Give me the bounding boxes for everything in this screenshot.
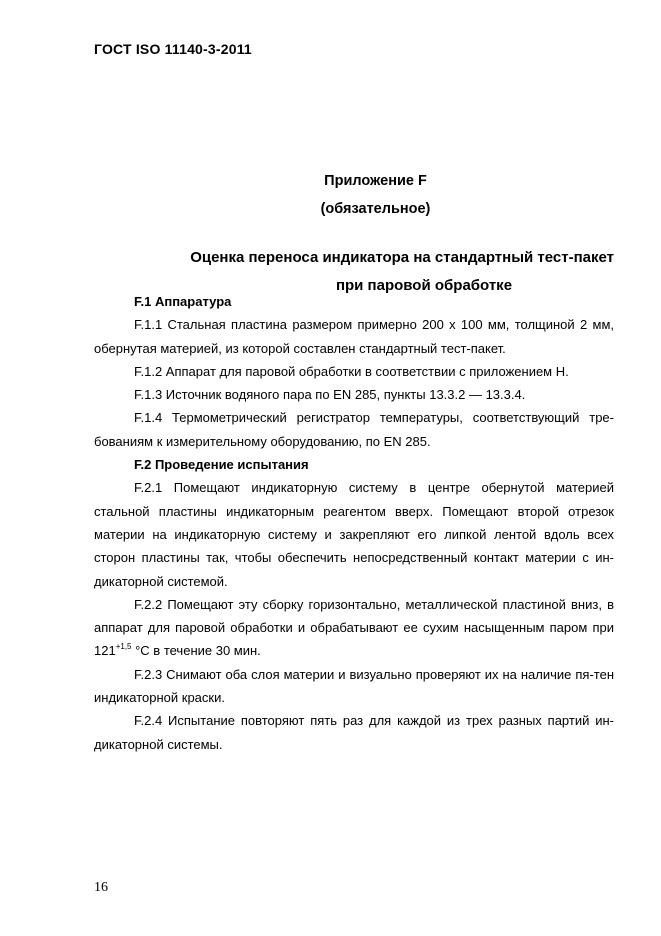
paragraph-f1-1: F.1.1 Стальная пластина размером примерно 200 х 100 мм, толщиной 2 мм, обернутая материей, из которой составлен стандартный тест-пакет. — [94, 317, 614, 356]
paragraph-f2-4: F.2.4 Испытание повторяют пять раз для каждой из трех разных партий ин-дикаторной системы. — [94, 713, 614, 752]
paragraph-f1-2: F.1.2 Аппарат для паровой обработки в соответствии с приложением Н. — [134, 363, 569, 379]
temperature-tolerance: +1,5 — [115, 642, 132, 652]
page-number: 16 — [94, 880, 108, 895]
main-title-line-1: Оценка переноса индикатора на стандартный тест-пакет — [190, 249, 614, 266]
paragraph-f2-3: F.2.3 Снимают оба слоя материи и визуально проверяют их на наличие пя-тен индикаторной краски. — [94, 666, 614, 706]
document-body — [94, 290, 614, 756]
annex-status-note: (обязательное) — [320, 201, 431, 217]
paragraph-f2-2-tail: °С в течение 30 мин. — [131, 643, 261, 659]
paragraph-f2-2 — [94, 593, 614, 663]
section-heading-f1: F.1 Аппаратура — [134, 294, 232, 309]
paragraph-f1-4: F.1.4 Термометрический регистратор температуры, соответствующий тре-бованиям к измерительному оборудованию, по EN 285. — [94, 410, 614, 449]
paragraph-f2-1: F.2.1 Помещают индикаторную систему в центре обернутой материей стальной пластины индикаторным реагентом вверх. Помещают второй отрезок материи на индикаторную систему и закрепляют его липкой лентой вдоль всех сторон пластины так, чтобы обеспечить непосредственный контакт материи с ин-дикаторной системой. — [94, 480, 614, 589]
annex-title: Приложение F — [324, 173, 427, 189]
paragraph-f2-2-text: F.2.2 Помещают эту сборку горизонтально, металлической пластиной вниз, в аппарат для паровой обработки и обрабатывают ее сухим насыщенным паром при 121 — [94, 596, 614, 659]
main-title-line-2: при паровой обработке — [335, 277, 513, 294]
paragraph-f1-3: F.1.3 Источник водяного пара по EN 285, пункты 13.3.2 — 13.3.4. — [134, 387, 526, 403]
section-heading-f2: F.2 Проведение испытания — [134, 457, 309, 473]
standard-header: ГОСТ ISO 11140-3-2011 — [94, 41, 252, 57]
